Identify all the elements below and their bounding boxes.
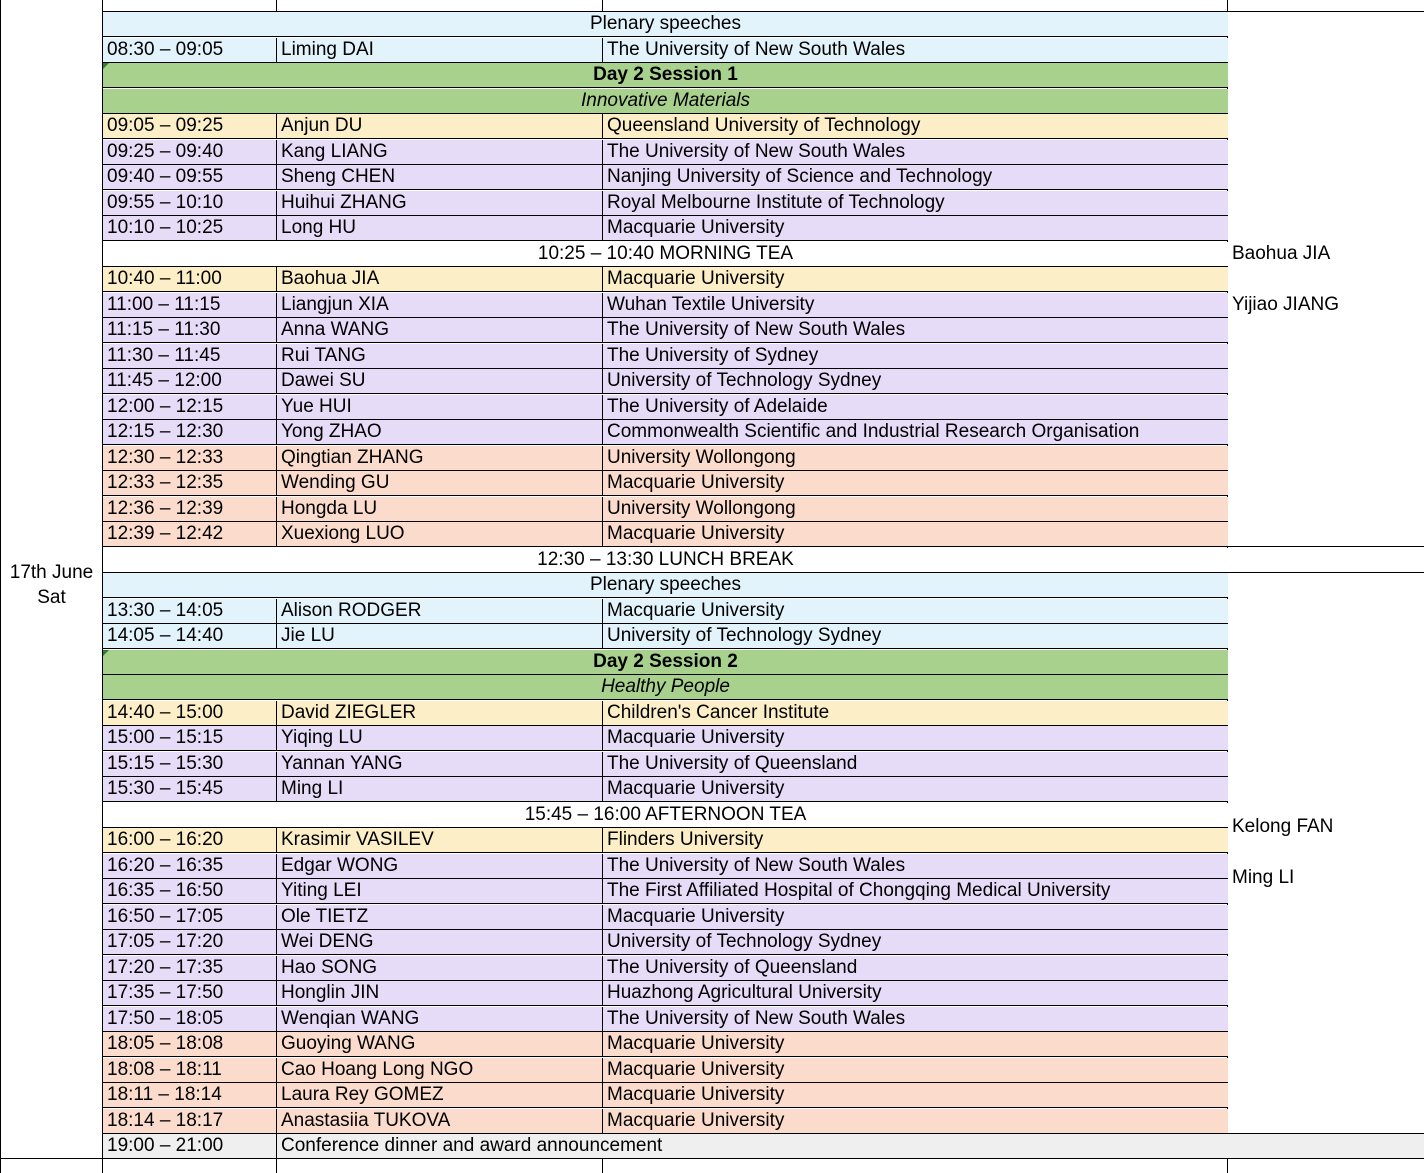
schedule-row-break: [103, 803, 1228, 828]
speaker-name: Honglin JIN: [281, 982, 380, 1003]
speaker-affiliation: Macquarie University: [607, 778, 785, 799]
plenary-heading: Plenary speeches: [589, 13, 742, 34]
time-slot: 16:50 – 17:05: [107, 906, 224, 927]
column-divider: [602, 114, 603, 138]
break-label: 12:30 – 13:30 LUNCH BREAK: [537, 549, 794, 570]
time-slot: 12:15 – 12:30: [107, 421, 224, 442]
schedule-row-talk: [103, 879, 1228, 904]
speaker-name: Anna WANG: [281, 319, 390, 340]
column-divider: [276, 854, 277, 878]
column-divider: [276, 395, 277, 419]
time-slot: 12:30 – 12:33: [107, 447, 224, 468]
speaker-affiliation: Royal Melbourne Institute of Technology: [607, 192, 945, 213]
date-weekday: Sat: [37, 587, 66, 608]
speaker-affiliation: Macquarie University: [607, 1110, 785, 1131]
column-divider: [602, 369, 603, 393]
speaker-name: Krasimir VASILEV: [281, 829, 434, 850]
column-divider: [276, 981, 277, 1005]
speaker-affiliation: The University of New South Wales: [607, 319, 906, 340]
speaker-affiliation: The University of Queensland: [607, 753, 858, 774]
schedule-row-plenary: [103, 599, 1228, 624]
schedule-row-talk: [103, 930, 1228, 955]
column-divider: [276, 38, 277, 62]
schedule-row-theme: [103, 675, 1228, 700]
session-title: Day 2 Session 1: [593, 64, 738, 85]
schedule-row-talk: [103, 777, 1228, 802]
session-title: Day 2 Session 2: [593, 651, 738, 672]
column-divider: [602, 216, 603, 240]
speaker-affiliation: The University of New South Wales: [607, 141, 906, 162]
column-divider: [276, 599, 277, 623]
speaker-name: Huihui ZHANG: [281, 192, 407, 213]
column-divider: [276, 140, 277, 164]
chair-dinner-fill: [1228, 1134, 1424, 1158]
schedule-row-break: [103, 242, 1228, 267]
speaker-name: Long HU: [281, 217, 356, 238]
column-divider: [602, 905, 603, 929]
speaker-name: Yiting LEI: [281, 880, 362, 901]
column-divider: [602, 1109, 603, 1133]
time-slot: 13:30 – 14:05: [107, 600, 224, 621]
speaker-name: Cao Hoang Long NGO: [281, 1059, 474, 1080]
speaker-name: David ZIEGLER: [281, 702, 417, 723]
column-divider: [602, 726, 603, 750]
time-slot: 09:05 – 09:25: [107, 115, 224, 136]
column-divider: [602, 828, 603, 852]
time-slot: 09:25 – 09:40: [107, 141, 224, 162]
schedule-row-short: [103, 522, 1228, 547]
column-divider: [276, 446, 277, 470]
column-divider: [602, 1083, 603, 1107]
column-divider: [602, 446, 603, 470]
speaker-affiliation: The University of Adelaide: [607, 396, 828, 417]
time-slot: 18:14 – 18:17: [107, 1110, 224, 1131]
column-divider: [276, 471, 277, 495]
time-slot: 11:30 – 11:45: [107, 345, 221, 366]
schedule-row-talk: [103, 369, 1228, 394]
time-slot: 18:05 – 18:08: [107, 1033, 224, 1054]
schedule-row-keynote: [103, 267, 1228, 292]
speaker-affiliation: Macquarie University: [607, 1059, 785, 1080]
speaker-affiliation: The University of Queensland: [607, 957, 858, 978]
speaker-name: Dawei SU: [281, 370, 366, 391]
chair-afternoon-1: Kelong FAN: [1232, 816, 1334, 837]
column-divider: [276, 216, 277, 240]
time-slot: 09:40 – 09:55: [107, 166, 224, 187]
schedule-row-talk: [103, 752, 1228, 777]
chair-morning-2: Yijiao JIANG: [1232, 294, 1339, 315]
speaker-affiliation: Macquarie University: [607, 472, 785, 493]
time-slot: 17:20 – 17:35: [107, 957, 224, 978]
column-divider: [276, 777, 277, 801]
column-divider: [276, 752, 277, 776]
column-divider: [276, 905, 277, 929]
speaker-name: Edgar WONG: [281, 855, 399, 876]
column-divider: [602, 879, 603, 903]
column-divider: [602, 777, 603, 801]
schedule-row-talk: [103, 854, 1228, 879]
break-label: 10:25 – 10:40 MORNING TEA: [537, 243, 794, 264]
speaker-affiliation: The University of New South Wales: [607, 1008, 906, 1029]
time-slot: 08:30 – 09:05: [107, 39, 224, 60]
schedule-row-short: [103, 471, 1228, 496]
schedule-row-plenary-head: [103, 573, 1228, 598]
column-divider: [602, 140, 603, 164]
column-divider: [276, 293, 277, 317]
speaker-affiliation: The University of New South Wales: [607, 855, 906, 876]
column-divider: [602, 38, 603, 62]
speaker-affiliation: Macquarie University: [607, 727, 785, 748]
speaker-name: Guoying WANG: [281, 1033, 416, 1054]
speaker-affiliation: Huazhong Agricultural University: [607, 982, 882, 1003]
column-divider: [276, 420, 277, 444]
name-column-bottom-stub: [602, 1159, 603, 1173]
schedule-row-keynote: [103, 701, 1228, 726]
column-divider: [276, 1083, 277, 1107]
time-slot: 12:36 – 12:39: [107, 498, 224, 519]
column-divider: [602, 701, 603, 725]
column-divider: [602, 267, 603, 291]
column-divider: [276, 624, 277, 648]
column-divider: [276, 956, 277, 980]
column-divider: [276, 701, 277, 725]
column-divider: [276, 165, 277, 189]
speaker-affiliation: Macquarie University: [607, 1033, 785, 1054]
speaker-name: Sheng CHEN: [281, 166, 396, 187]
time-slot: 11:00 – 11:15: [107, 294, 221, 315]
speaker-affiliation: Queensland University of Technology: [607, 115, 921, 136]
speaker-name: Ming LI: [281, 778, 344, 799]
column-divider: [276, 114, 277, 138]
speaker-name: Laura Rey GOMEZ: [281, 1084, 444, 1105]
speaker-name: Anjun DU: [281, 115, 363, 136]
time-slot: 15:00 – 15:15: [107, 727, 224, 748]
time-slot: 12:00 – 12:15: [107, 396, 224, 417]
speaker-affiliation: Nanjing University of Science and Technology: [607, 166, 993, 187]
speaker-affiliation: University of Technology Sydney: [607, 931, 882, 952]
schedule-row-plenary-head: [103, 12, 1228, 37]
speaker-affiliation: University of Technology Sydney: [607, 370, 882, 391]
speaker-name: Wei DENG: [281, 931, 374, 952]
speaker-affiliation: University Wollongong: [607, 447, 796, 468]
column-divider: [276, 1134, 277, 1158]
speaker-affiliation: Macquarie University: [607, 600, 785, 621]
speaker-name: Baohua JIA: [281, 268, 380, 289]
date-day: 17th June: [9, 562, 94, 583]
schedule-row-session: [103, 63, 1228, 88]
speaker-affiliation: The First Affiliated Hospital of Chongqing Medical University: [607, 880, 1111, 901]
column-divider: [276, 930, 277, 954]
schedule-row-plenary: [103, 624, 1228, 649]
column-divider: [602, 854, 603, 878]
speaker-affiliation: Macquarie University: [607, 906, 785, 927]
session-theme: Innovative Materials: [581, 90, 750, 111]
schedule-row-talk: [103, 956, 1228, 981]
column-divider: [276, 726, 277, 750]
schedule-row-keynote: [103, 828, 1228, 853]
schedule-row-talk: [103, 905, 1228, 930]
schedule-row-talk: [103, 293, 1228, 318]
speaker-name: Kang LIANG: [281, 141, 388, 162]
speaker-affiliation: Commonwealth Scientific and Industrial Research Organisation: [607, 421, 1140, 442]
speaker-affiliation: Flinders University: [607, 829, 764, 850]
time-slot: 12:33 – 12:35: [107, 472, 224, 493]
speaker-name: Yue HUI: [281, 396, 352, 417]
column-divider: [602, 956, 603, 980]
schedule-row-talk: [103, 165, 1228, 190]
column-divider: [602, 471, 603, 495]
chair-afternoon-2: Ming LI: [1232, 867, 1295, 888]
dinner-label: Conference dinner and award announcement: [281, 1135, 663, 1156]
column-divider: [276, 497, 277, 521]
break-label: 15:45 – 16:00 AFTERNOON TEA: [524, 804, 807, 825]
speaker-affiliation: Macquarie University: [607, 268, 785, 289]
chair-lunch-top-line: [1227, 546, 1424, 547]
time-slot: 09:55 – 10:10: [107, 192, 224, 213]
time-slot: 16:00 – 16:20: [107, 829, 224, 850]
time-slot: 18:08 – 18:11: [107, 1059, 222, 1080]
column-divider: [602, 1007, 603, 1031]
time-slot: 14:05 – 14:40: [107, 625, 224, 646]
speaker-name: Hongda LU: [281, 498, 378, 519]
time-slot: 17:50 – 18:05: [107, 1008, 224, 1029]
column-divider: [602, 981, 603, 1005]
schedule-row-talk: [103, 395, 1228, 420]
time-slot: 10:40 – 11:00: [107, 268, 222, 289]
schedule-row-talk: [103, 140, 1228, 165]
speaker-affiliation: Macquarie University: [607, 523, 785, 544]
time-column-bottom-stub: [276, 1159, 277, 1173]
time-slot: 12:39 – 12:42: [107, 523, 224, 544]
column-divider: [602, 165, 603, 189]
column-divider: [276, 1109, 277, 1133]
speaker-name: Anastasiia TUKOVA: [281, 1110, 451, 1131]
speaker-name: Liangjun XIA: [281, 294, 389, 315]
speaker-affiliation: The University of Sydney: [607, 345, 819, 366]
chair-morning-1: Baohua JIA: [1232, 243, 1331, 264]
speaker-name: Hao SONG: [281, 957, 378, 978]
schedule-row-theme: [103, 89, 1228, 114]
column-divider: [602, 930, 603, 954]
speaker-name: Wenqian WANG: [281, 1008, 420, 1029]
time-slot: 17:35 – 17:50: [107, 982, 224, 1003]
schedule-row-keynote: [103, 114, 1228, 139]
time-slot: 14:40 – 15:00: [107, 702, 224, 723]
schedule-row-short: [103, 497, 1228, 522]
schedule-row-short: [103, 1032, 1228, 1057]
schedule-row-short: [103, 1058, 1228, 1083]
time-slot: 18:11 – 18:14: [107, 1084, 222, 1105]
time-slot: 15:30 – 15:45: [107, 778, 224, 799]
column-divider: [276, 318, 277, 342]
schedule-row-dinner: [103, 1134, 1228, 1159]
speaker-name: Alison RODGER: [281, 600, 422, 621]
schedule-row-talk: [103, 318, 1228, 343]
time-slot: 19:00 – 21:00: [107, 1135, 224, 1156]
schedule-row-session: [103, 650, 1228, 675]
speaker-affiliation: Wuhan Textile University: [607, 294, 815, 315]
schedule-row-talk: [103, 420, 1228, 445]
column-divider: [602, 752, 603, 776]
column-divider: [276, 267, 277, 291]
time-slot: 17:05 – 17:20: [107, 931, 224, 952]
speaker-name: Yong ZHAO: [281, 421, 382, 442]
speaker-name: Jie LU: [281, 625, 335, 646]
column-divider: [602, 395, 603, 419]
speaker-name: Rui TANG: [281, 345, 366, 366]
column-divider: [276, 369, 277, 393]
time-slot: 10:10 – 10:25: [107, 217, 224, 238]
schedule-row-plenary: [103, 38, 1228, 63]
column-divider: [276, 191, 277, 215]
speaker-name: Ole TIETZ: [281, 906, 369, 927]
speaker-name: Yiqing LU: [281, 727, 363, 748]
column-divider: [602, 344, 603, 368]
speaker-affiliation: Children's Cancer Institute: [607, 702, 830, 723]
column-divider: [602, 497, 603, 521]
speaker-affiliation: University of Technology Sydney: [607, 625, 882, 646]
time-slot: 15:15 – 15:30: [107, 753, 224, 774]
schedule-row-short: [103, 1083, 1228, 1108]
column-divider: [276, 522, 277, 546]
schedule-row-break: [103, 548, 1228, 573]
speaker-affiliation: University Wollongong: [607, 498, 796, 519]
column-divider: [602, 1058, 603, 1082]
column-divider: [602, 1032, 603, 1056]
column-divider: [276, 1032, 277, 1056]
column-divider: [602, 420, 603, 444]
date-cell: [0, 560, 103, 610]
column-divider: [276, 828, 277, 852]
speaker-affiliation: The University of New South Wales: [607, 39, 906, 60]
column-divider: [602, 599, 603, 623]
time-slot: 11:45 – 12:00: [107, 370, 222, 391]
schedule-row-talk: [103, 216, 1228, 241]
speaker-affiliation: Macquarie University: [607, 1084, 785, 1105]
speaker-name: Qingtian ZHANG: [281, 447, 424, 468]
speaker-name: Yannan YANG: [281, 753, 403, 774]
column-divider: [276, 1058, 277, 1082]
schedule-row-short: [103, 1109, 1228, 1134]
plenary-heading: Plenary speeches: [589, 574, 742, 595]
column-divider: [276, 344, 277, 368]
column-divider: [602, 191, 603, 215]
session-theme: Healthy People: [601, 676, 730, 697]
column-divider: [602, 624, 603, 648]
schedule-row-talk: [103, 344, 1228, 369]
comment-marker-icon: [103, 650, 109, 656]
time-slot: 11:15 – 11:30: [107, 319, 221, 340]
speaker-name: Xuexiong LUO: [281, 523, 405, 544]
speaker-affiliation: Macquarie University: [607, 217, 785, 238]
schedule-row-talk: [103, 1007, 1228, 1032]
time-slot: 16:35 – 16:50: [107, 880, 224, 901]
comment-marker-icon: [103, 63, 109, 69]
column-divider: [276, 1007, 277, 1031]
speaker-name: Liming DAI: [281, 39, 374, 60]
schedule-row-talk: [103, 726, 1228, 751]
schedule-row-short: [103, 446, 1228, 471]
column-divider: [602, 318, 603, 342]
column-divider: [602, 293, 603, 317]
chair-lunch-bottom-line: [1227, 572, 1424, 573]
speaker-name: Wending GU: [281, 472, 390, 493]
schedule-row-talk: [103, 191, 1228, 216]
column-divider: [276, 879, 277, 903]
column-divider: [602, 522, 603, 546]
time-slot: 16:20 – 16:35: [107, 855, 224, 876]
schedule-row-talk: [103, 981, 1228, 1006]
